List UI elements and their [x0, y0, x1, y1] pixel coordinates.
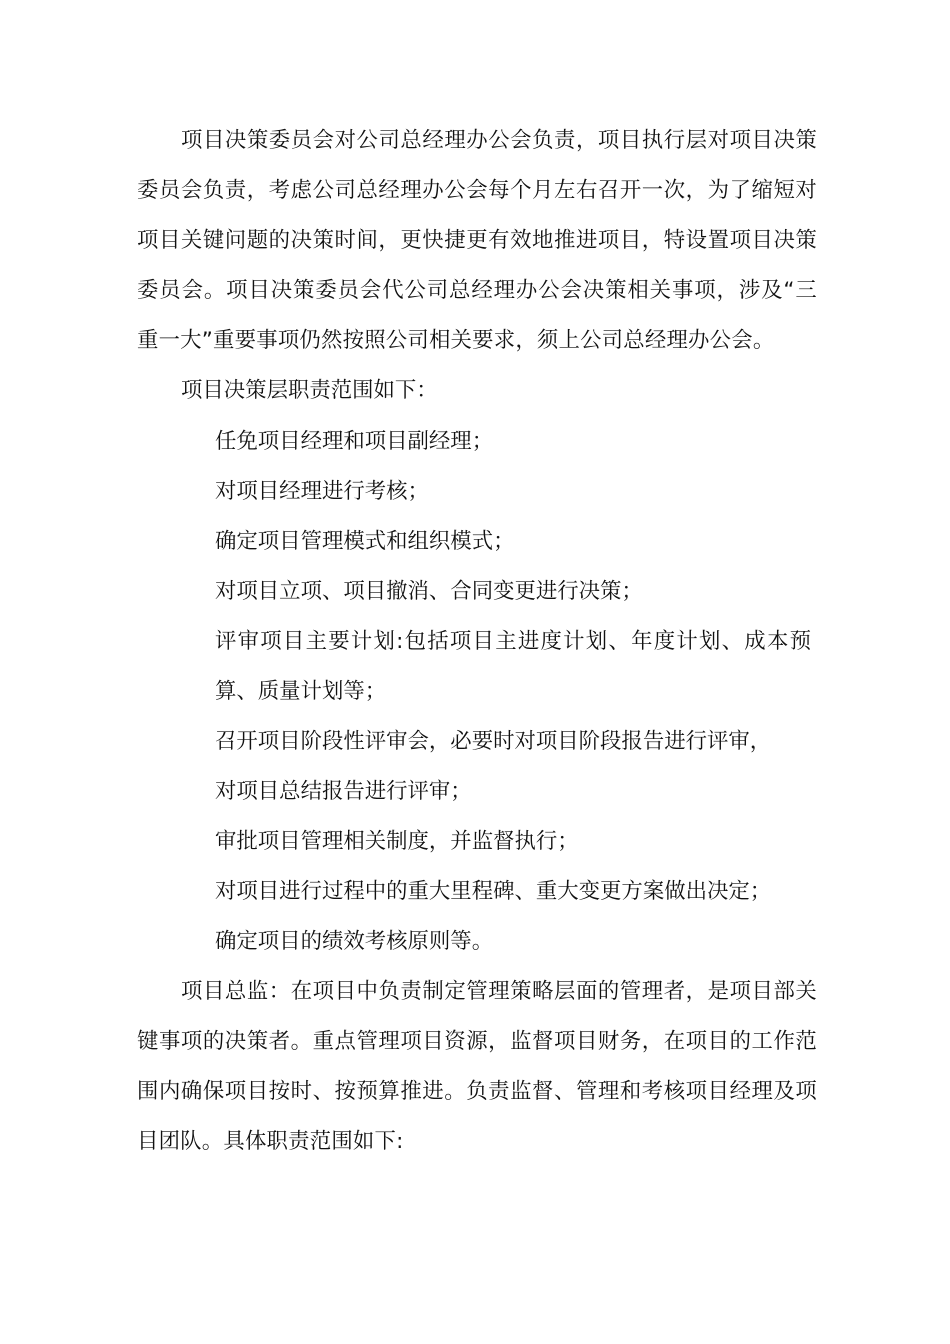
decision-scope-heading: 项目决策层职责范围如下： — [181, 378, 438, 403]
intro-paragraph: 项目决策委员会对公司总经理办公会负责，项目执行层对项目决策委员会负责，考虑公司总经理办公会每个月左右召开一次，为了缩短对项目关键问题的决策时间，更快捷更有效地推进项目，特设置项目决策委员会。项目决策委员会代公司总经理办公会决策相关事项，涉及“三重一大”重要事项仍然按照公司相关要求，须上公司总经理办公会。 — [137, 128, 817, 353]
decision-item-10: 确定项目的绩效考核原则等。 — [215, 929, 494, 954]
decision-item-1: 任免项目经理和项目副经理； — [215, 429, 494, 454]
decision-item-2: 对项目经理进行考核； — [215, 479, 429, 504]
decision-item-9: 对项目进行过程中的重大里程碑、重大变更方案做出决定； — [215, 879, 772, 904]
document-page — [137, 116, 817, 1167]
decision-item-6: 召开项目阶段性评审会，必要时对项目阶段报告进行评审， — [215, 729, 772, 754]
decision-item-4: 对项目立项、项目撤消、合同变更进行决策； — [215, 579, 643, 604]
decision-item-5: 评审项目主要计划:包括项目主进度计划、年度计划、成本预算、质量计划等； — [215, 629, 811, 704]
decision-item-7: 对项目总结报告进行评审； — [215, 779, 472, 804]
decision-item-8: 审批项目管理相关制度，并监督执行； — [215, 829, 579, 854]
decision-item-3: 确定项目管理模式和组织模式； — [215, 529, 515, 554]
director-paragraph: 项目总监：在项目中负责制定管理策略层面的管理者，是项目部关键事项的决策者。重点管理项目资源，监督项目财务，在项目的工作范围内确保项目按时、按预算推进。负责监督、管理和考核项目经理及项目团队。具体职责范围如下: — [137, 979, 817, 1154]
